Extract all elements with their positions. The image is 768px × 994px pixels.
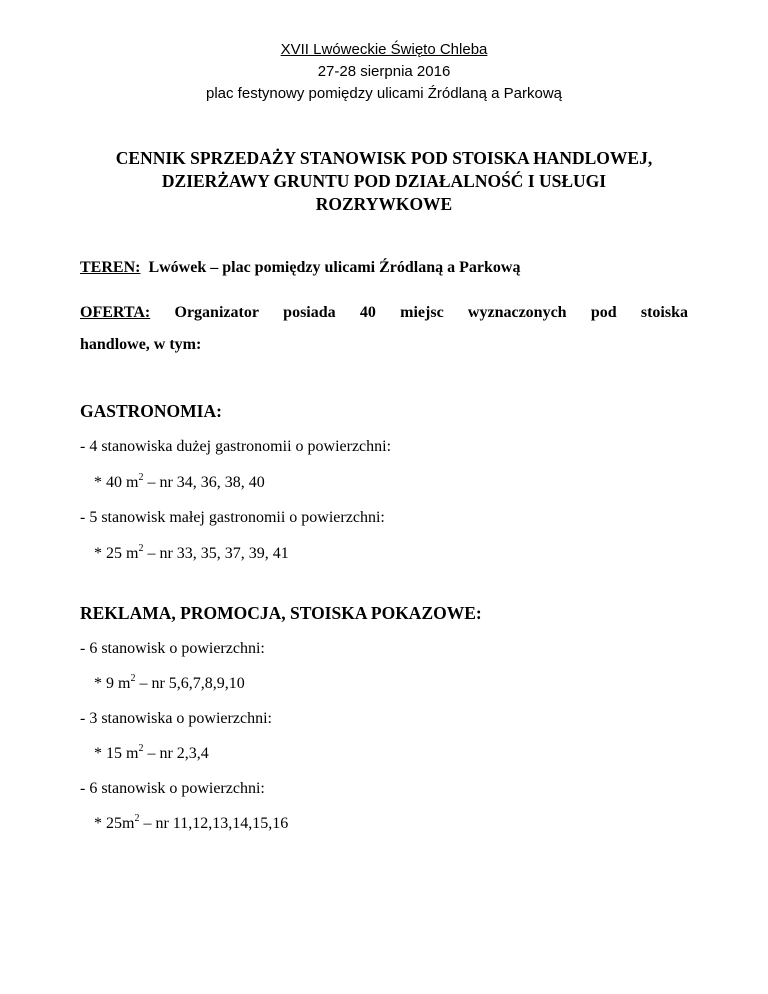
oferta-word: wyznaczonych <box>467 304 567 321</box>
area-value: * 40 m <box>94 474 139 491</box>
stall-numbers: – nr 11,12,13,14,15,16 <box>139 815 289 832</box>
reklama-item-2: - 3 stanowiska o powierzchni: <box>80 710 272 727</box>
superscript: 2 <box>138 543 144 554</box>
teren-line <box>80 259 520 277</box>
stall-numbers: – nr 33, 35, 37, 39, 41 <box>143 545 289 562</box>
gastronomia-item-2: - 5 stanowisk małej gastronomii o powierzchni: <box>80 509 385 526</box>
reklama-item-2-detail <box>94 745 209 763</box>
title-line-1: CENNIK SPRZEDAŻY STANOWISK POD STOISKA HANDLOWEJ, <box>115 148 653 168</box>
gastronomia-item-1-detail <box>94 474 265 492</box>
title-line-3: ROZRYWKOWE <box>315 194 453 214</box>
superscript: 2 <box>134 813 140 824</box>
gastronomia-item-2-detail <box>94 545 289 563</box>
oferta-word: stoiska <box>640 304 688 321</box>
oferta-line-2: handlowe, w tym: <box>80 336 202 353</box>
reklama-item-1-detail <box>94 675 245 693</box>
event-venue: plac festynowy pomiędzy ulicami Źródlaną a Parkową <box>206 85 562 102</box>
reklama-heading: REKLAMA, PROMOCJA, STOISKA POKAZOWE: <box>80 603 482 623</box>
reklama-item-3-detail <box>94 815 288 833</box>
stall-numbers: – nr 2,3,4 <box>143 745 209 762</box>
stall-numbers: – nr 34, 36, 38, 40 <box>143 474 265 491</box>
oferta-word: posiada <box>283 304 336 321</box>
oferta-word: Organizator <box>174 304 259 321</box>
oferta-word: 40 <box>359 304 376 321</box>
superscript: 2 <box>138 472 144 483</box>
gastronomia-item-1: - 4 stanowiska dużej gastronomii o powierzchni: <box>80 438 392 455</box>
event-dates: 27-28 sierpnia 2016 <box>317 63 451 80</box>
event-name: XVII Lwóweckie Święto Chleba <box>280 41 488 58</box>
area-value: * 25m <box>94 815 135 832</box>
title-line-2: DZIERŻAWY GRUNTU POD DZIAŁALNOŚĆ I USŁUGI <box>161 171 607 191</box>
oferta-label: OFERTA: <box>80 304 151 321</box>
area-value: * 15 m <box>94 745 139 762</box>
teren-text: Lwówek – plac pomiędzy ulicami Źródlaną a Parkową <box>148 259 521 276</box>
oferta-line <box>80 304 688 322</box>
oferta-word: miejsc <box>400 304 444 321</box>
reklama-item-1: - 6 stanowisk o powierzchni: <box>80 640 265 657</box>
oferta-word: pod <box>590 304 617 321</box>
gastronomia-heading: GASTRONOMIA: <box>80 401 222 421</box>
reklama-item-3: - 6 stanowisk o powierzchni: <box>80 780 265 797</box>
area-value: * 9 m <box>94 675 131 692</box>
superscript: 2 <box>130 673 136 684</box>
document-title <box>80 147 688 216</box>
teren-label: TEREN: <box>80 259 141 276</box>
area-value: * 25 m <box>94 545 139 562</box>
superscript: 2 <box>138 743 144 754</box>
stall-numbers: – nr 5,6,7,8,9,10 <box>135 675 245 692</box>
